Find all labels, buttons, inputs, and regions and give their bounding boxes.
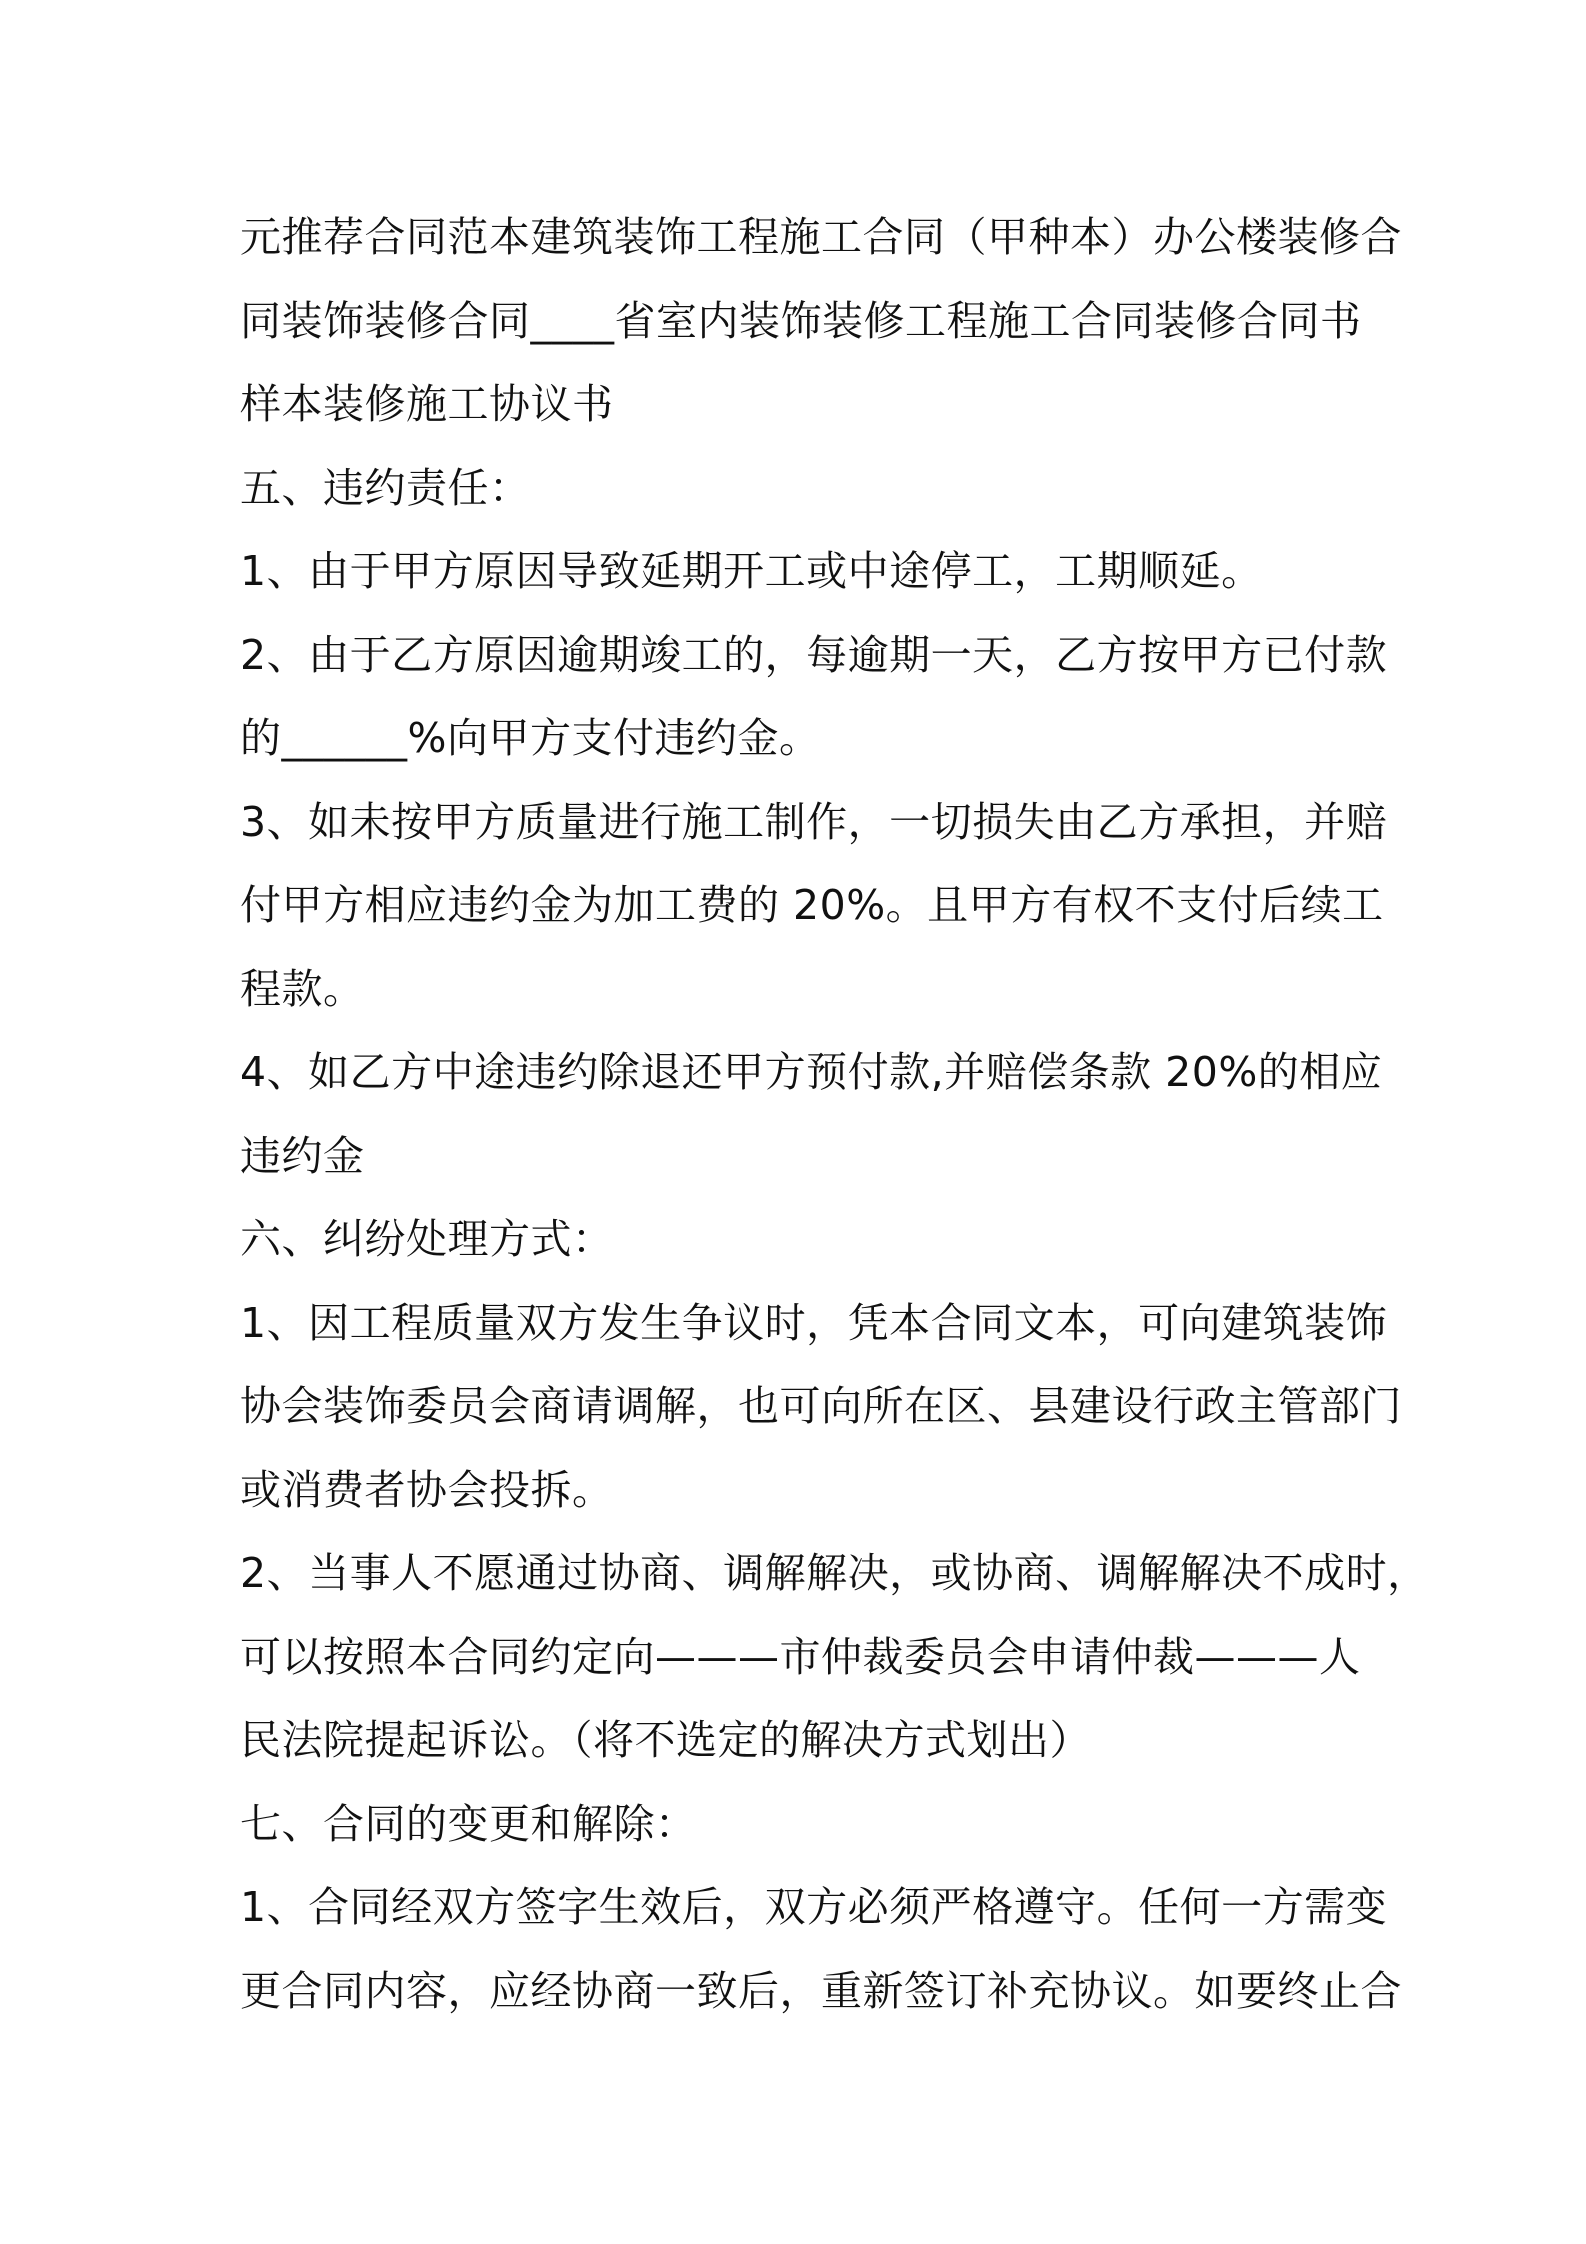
document-body	[240, 196, 1429, 2033]
text-line: 可以按照本合同约定向———市仲裁委员会申请仲裁———人	[240, 1632, 1361, 1681]
text-line: 违约金	[240, 1131, 365, 1180]
section-heading: 七、合同的变更和解除：	[240, 1799, 697, 1848]
text-line: 付甲方相应违约金为加工费的 20%。且甲方有权不支付后续工	[240, 881, 1384, 929]
text-line: 1、由于甲方原因导致延期开工或中途停工，工期顺延。	[240, 547, 1263, 595]
text-line: 民法院提起诉讼。（将不选定的解决方式划出）	[240, 1716, 1091, 1764]
text-line: 的______%向甲方支付违约金。	[240, 714, 821, 762]
section-heading: 六、纠纷处理方式：	[240, 1215, 614, 1263]
text-line: 同装饰装修合同____省室内装饰装修工程施工合同装修合同书	[240, 296, 1362, 345]
text-line: 4、如乙方中途违约除退还甲方预付款,并赔偿条款 20%的相应	[240, 1048, 1383, 1096]
section-heading: 五、违约责任：	[240, 463, 531, 512]
text-line: 更合同内容，应经协商一致后，重新签订补充协议。如要终止合	[240, 1966, 1402, 2015]
text-line: 样本装修施工协议书	[240, 380, 614, 428]
text-line: 元推荐合同范本建筑装饰工程施工合同（甲种本）办公楼装修合	[240, 213, 1402, 261]
text-line: 3、如未按甲方质量进行施工制作，一切损失由乙方承担，并赔	[240, 797, 1388, 846]
text-line: 协会装饰委员会商请调解，也可向所在区、县建设行政主管部门	[240, 1382, 1402, 1430]
text-line: 2、由于乙方原因逾期竣工的，每逾期一天，乙方按甲方已付款	[240, 630, 1388, 679]
text-line: 1、合同经双方签字生效后，双方必须严格遵守。任何一方需变	[240, 1883, 1388, 1931]
text-line: 2、当事人不愿通过协商、调解解决，或协商、调解解决不成时，	[240, 1549, 1429, 1597]
text-line: 程款。	[240, 964, 365, 1013]
text-line: 1、因工程质量双方发生争议时，凭本合同文本，可向建筑装饰	[240, 1298, 1388, 1347]
text-line: 或消费者协会投拆。	[240, 1465, 614, 1514]
